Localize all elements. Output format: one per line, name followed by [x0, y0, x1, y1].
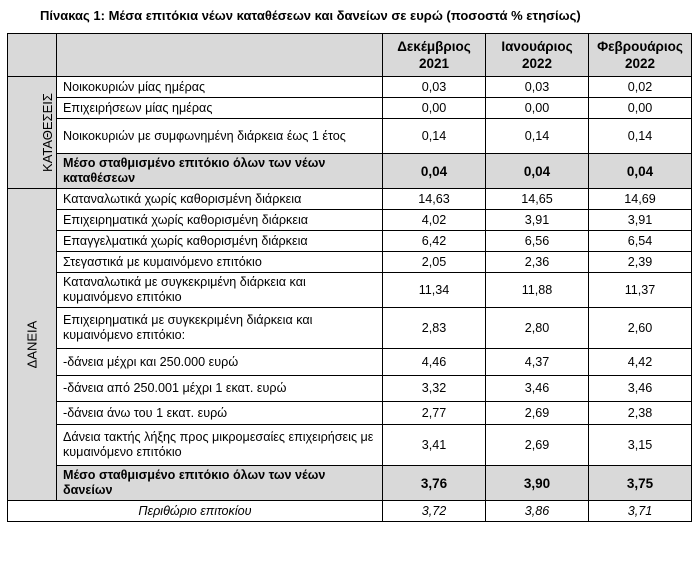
row-value: 11,37 — [589, 273, 692, 308]
table-row — [8, 349, 692, 376]
row-value: 3,76 — [383, 466, 486, 501]
header-year: 2022 — [624, 56, 656, 71]
row-value: 4,02 — [383, 210, 486, 231]
table-row — [8, 98, 692, 119]
row-label: Επιχειρηματικά χωρίς καθορισμένη διάρκεια — [57, 210, 383, 231]
row-value: 3,90 — [486, 466, 589, 501]
row-value: 3,32 — [383, 376, 486, 402]
row-value: 11,88 — [486, 273, 589, 308]
row-value: 3,46 — [486, 376, 589, 402]
row-value: 14,65 — [486, 189, 589, 210]
row-value: 14,69 — [589, 189, 692, 210]
row-label: Περιθώριο επιτοκίου — [8, 501, 383, 522]
table-row — [8, 252, 692, 273]
row-value: 3,71 — [589, 501, 692, 522]
header-month: Ιανουάριος — [501, 39, 573, 54]
row-label: Καταναλωτικά χωρίς καθορισμένη διάρκεια — [57, 189, 383, 210]
row-value: 3,91 — [486, 210, 589, 231]
table-row — [8, 425, 692, 466]
table-row — [8, 77, 692, 98]
table-row — [8, 376, 692, 402]
header-jan-2022 — [486, 34, 589, 77]
row-value: 6,54 — [589, 231, 692, 252]
header-month: Δεκέμβριος — [397, 39, 471, 54]
row-value: 3,75 — [589, 466, 692, 501]
row-value: 3,91 — [589, 210, 692, 231]
header-year: 2021 — [418, 56, 450, 71]
row-value: 0,14 — [486, 119, 589, 154]
row-label: Μέσο σταθμισμένο επιτόκιο όλων των νέων δανείων — [57, 466, 383, 501]
table-row — [8, 402, 692, 425]
header-dec-2021 — [383, 34, 486, 77]
row-label: Στεγαστικά με κυμαινόμενο επιτόκιο — [57, 252, 383, 273]
interest-margin-row — [8, 501, 692, 522]
row-value: 2,83 — [383, 308, 486, 349]
header-year: 2022 — [521, 56, 553, 71]
row-value: 0,04 — [383, 154, 486, 189]
table-row — [8, 308, 692, 349]
row-value: 3,72 — [383, 501, 486, 522]
row-label: -δάνεια από 250.001 μέχρι 1 εκατ. ευρώ — [57, 376, 383, 402]
row-label: -δάνεια άνω του 1 εκατ. ευρώ — [57, 402, 383, 425]
row-label: Επιχειρήσεων μίας ημέρας — [57, 98, 383, 119]
header-group-cell — [8, 34, 57, 77]
table-row — [8, 273, 692, 308]
header-label-cell — [57, 34, 383, 77]
row-value: 11,34 — [383, 273, 486, 308]
row-label: Δάνεια τακτής λήξης προς μικρομεσαίες επιχειρήσεις με κυμαινόμενο επιτόκιο — [57, 425, 383, 466]
row-value: 3,86 — [486, 501, 589, 522]
row-value: 3,41 — [383, 425, 486, 466]
row-label: Μέσο σταθμισμένο επιτόκιο όλων των νέων καταθέσεων — [57, 154, 383, 189]
row-value: 2,69 — [486, 402, 589, 425]
row-value: 0,04 — [589, 154, 692, 189]
row-value: 2,38 — [589, 402, 692, 425]
group-deposits — [8, 77, 57, 189]
row-value: 0,14 — [589, 119, 692, 154]
row-value: 14,63 — [383, 189, 486, 210]
table-row — [8, 231, 692, 252]
row-value: 2,39 — [589, 252, 692, 273]
row-value: 2,05 — [383, 252, 486, 273]
row-value: 0,00 — [486, 98, 589, 119]
row-value: 4,37 — [486, 349, 589, 376]
row-label: Επαγγελματικά χωρίς καθορισμένη διάρκεια — [57, 231, 383, 252]
group-label: ΚΑΤΑΘΕΣΕΙΣ — [39, 92, 55, 172]
row-value: 3,46 — [589, 376, 692, 402]
row-value: 0,03 — [486, 77, 589, 98]
row-label: Επιχειρηματικά με συγκεκριμένη διάρκεια και κυμαινόμενο επιτόκιο: — [57, 308, 383, 349]
table-row — [8, 189, 692, 210]
header-row — [8, 34, 692, 77]
table-title: Πίνακας 1: Μέσα επιτόκια νέων καταθέσεων και δανείων σε ευρώ (ποσοστά % ετησίως) — [40, 8, 581, 23]
row-value: 0,14 — [383, 119, 486, 154]
deposits-average-row — [8, 154, 692, 189]
row-value: 6,42 — [383, 231, 486, 252]
row-value: 2,69 — [486, 425, 589, 466]
row-value: 4,46 — [383, 349, 486, 376]
row-label: Καταναλωτικά με συγκεκριμένη διάρκεια και κυμαινόμενο επιτόκιο — [57, 273, 383, 308]
row-value: 0,04 — [486, 154, 589, 189]
group-loans — [8, 189, 57, 501]
row-label: -δάνεια μέχρι και 250.000 ευρώ — [57, 349, 383, 376]
row-value: 0,03 — [383, 77, 486, 98]
loans-average-row — [8, 466, 692, 501]
row-value: 0,00 — [383, 98, 486, 119]
group-label: ΔΑΝΕΙΑ — [24, 320, 40, 368]
row-value: 4,42 — [589, 349, 692, 376]
row-value: 6,56 — [486, 231, 589, 252]
row-value: 2,80 — [486, 308, 589, 349]
row-value: 3,15 — [589, 425, 692, 466]
header-month: Φεβρουάριος — [597, 39, 683, 54]
interest-rates-table — [7, 33, 692, 522]
row-label: Νοικοκυριών με συμφωνημένη διάρκεια έως 1 έτος — [57, 119, 383, 154]
row-value: 2,60 — [589, 308, 692, 349]
row-value: 0,02 — [589, 77, 692, 98]
row-value: 0,00 — [589, 98, 692, 119]
row-label: Νοικοκυριών μίας ημέρας — [57, 77, 383, 98]
row-value: 2,77 — [383, 402, 486, 425]
row-value: 2,36 — [486, 252, 589, 273]
table-row — [8, 210, 692, 231]
table-row — [8, 119, 692, 154]
header-feb-2022 — [589, 34, 692, 77]
